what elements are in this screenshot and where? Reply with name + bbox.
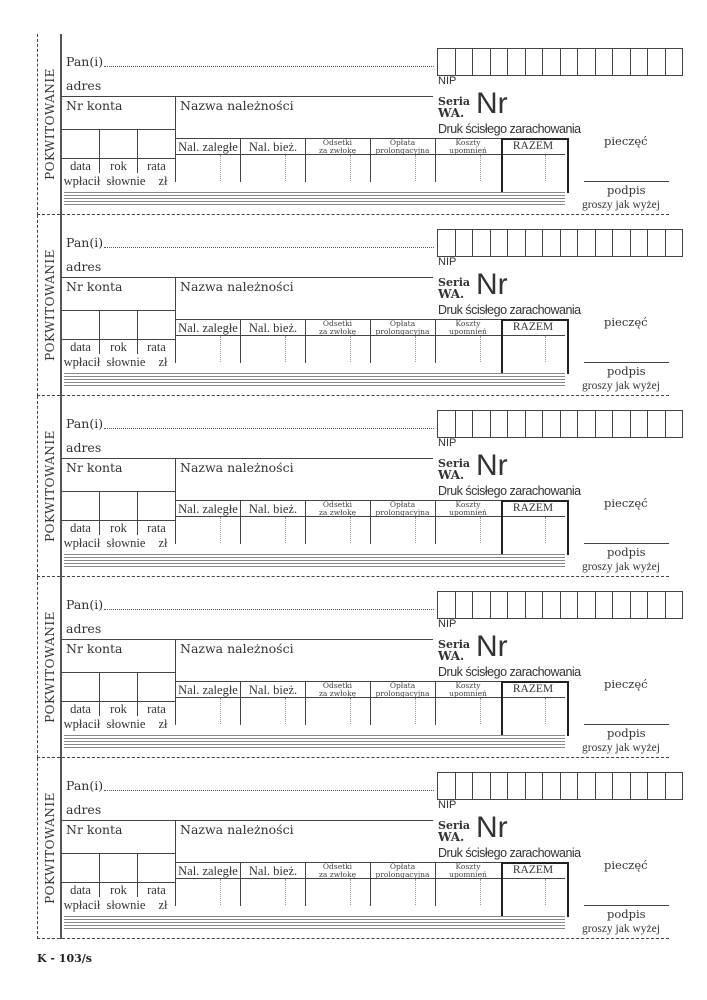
groszy-label: groszy jak wyżej [582,561,660,573]
signature-line[interactable] [584,543,669,544]
pan-label: Pan(i) [66,597,104,612]
rok-label: rok [110,159,127,173]
divider [61,310,175,311]
data-label: data [70,340,91,354]
cut-line-vertical [37,34,38,215]
podpis-label: podpis [607,183,646,197]
pan-label: Pan(i) [66,54,104,69]
wa-label: WA. [438,468,465,482]
divider [175,277,176,363]
divider [61,129,175,130]
col-koszty: Koszty [455,500,481,509]
col-nal-biez: Nal. bież. [248,683,298,697]
divider [61,672,175,673]
nip-boxes[interactable] [437,591,683,619]
slownie-label: słownie [106,355,146,369]
wplacil-label: wpłacił [63,717,101,731]
pan-label: Pan(i) [66,235,104,250]
slownie-label: słownie [106,898,146,912]
pan-field[interactable] [104,609,434,610]
rata-label: rata [147,883,166,897]
nazwa-label: Nazwa należności [180,460,294,475]
divider [61,96,433,97]
druk-label: Druk ścisłego zarachowania [438,846,581,860]
rata-label: rata [147,702,166,716]
col-oplata: Opłata [389,862,416,871]
nr-konta-label: Nr konta [66,641,123,656]
col-nal-zalegle: Nal. zaległe [178,683,238,697]
col-razem: RAZEM [512,321,554,333]
col-odsetki: Odsetki [322,319,353,328]
divider [61,820,433,821]
zl-label: zł [158,174,168,188]
podpis-label: podpis [607,364,646,378]
nazwa-label: Nazwa należności [180,641,294,656]
seria-label: Seria [438,819,471,832]
seria-label: Seria [438,638,471,651]
divider [61,491,175,492]
col-nal-zalegle: Nal. zaległe [178,140,238,154]
receipt-slip: POKWITOWANIE Pan(i) adres NIP Nr konta Nazwa należności Nal. zaległe Nal. bież. Odsetki za zwłokę Opłata prolongacyjna Koszty upomnień RAZEM Seria WA. Nr Druk ścisłego zarachowania data rok rata wpłacił słownie zł pieczęć podpis groszy jak wyżej [0,34,707,215]
nazwa-label: Nazwa należności [180,98,294,113]
groszy-label: groszy jak wyżej [582,742,660,754]
divider [175,96,176,182]
podpis-label: podpis [607,545,646,559]
col-nal-zalegle: Nal. zaległe [178,321,238,335]
nr-label: Nr [476,87,508,120]
nazwa-label: Nazwa należności [180,279,294,294]
col-koszty: Koszty [455,138,481,147]
nip-label: NIP [438,256,457,268]
zl-label: zł [158,536,168,550]
col-nal-biez: Nal. bież. [248,140,298,154]
nr-konta-label: Nr konta [66,460,123,475]
col-oplata: Opłata [389,500,416,509]
nr-label: Nr [476,449,508,482]
seria-label: Seria [438,95,471,108]
col-razem: RAZEM [512,683,554,695]
adres-label: adres [66,802,102,817]
col-nal-biez: Nal. bież. [248,502,298,516]
rata-label: rata [147,159,166,173]
rok-label: rok [110,340,127,354]
col-razem: RAZEM [512,502,554,514]
podpis-label: podpis [607,726,646,740]
rata-label: rata [147,521,166,535]
col-odsetki: Odsetki [322,862,353,871]
divider [175,820,176,906]
side-label: POKWITOWANIE [43,792,57,904]
rok-label: rok [110,521,127,535]
col-razem: RAZEM [512,864,554,876]
col-oplata: Opłata [389,319,416,328]
data-label: data [70,883,91,897]
slownie-label: słownie [106,174,146,188]
col-koszty: Koszty [455,862,481,871]
adres-label: adres [66,440,102,455]
receipt-slip: POKWITOWANIE Pan(i) adres NIP Nr konta Nazwa należności Nal. zaległe Nal. bież. Odsetki za zwłokę Opłata prolongacyjna Koszty upomnień RAZEM Seria WA. Nr Druk ścisłego zarachowania data rok rata wpłacił słownie zł pieczęć podpis groszy jak wyżej [0,577,707,758]
zl-label: zł [158,717,168,731]
nr-konta-label: Nr konta [66,279,123,294]
pieczec-label: pieczęć [604,858,648,872]
druk-label: Druk ścisłego zarachowania [438,484,581,498]
nr-label: Nr [476,268,508,301]
col-koszty: Koszty [455,319,481,328]
pieczec-label: pieczęć [604,315,648,329]
druk-label: Druk ścisłego zarachowania [438,122,581,136]
adres-label: adres [66,621,102,636]
slownie-label: słownie [106,536,146,550]
pan-field[interactable] [104,428,434,429]
side-label: POKWITOWANIE [43,611,57,723]
groszy-label: groszy jak wyżej [582,923,660,935]
receipt-slip: POKWITOWANIE Pan(i) adres NIP Nr konta Nazwa należności Nal. zaległe Nal. bież. Odsetki za zwłokę Opłata prolongacyjna Koszty upomnień RAZEM Seria WA. Nr Druk ścisłego zarachowania data rok rata wpłacił słownie zł pieczęć podpis groszy jak wyżej [0,396,707,577]
wplacil-label: wpłacił [63,174,101,188]
col-koszty: Koszty [455,681,481,690]
data-label: data [70,159,91,173]
wplacil-label: wpłacił [63,898,101,912]
nr-label: Nr [476,630,508,663]
cut-line-vertical [37,215,38,396]
druk-label: Druk ścisłego zarachowania [438,303,581,317]
divider [61,458,433,459]
nip-label: NIP [438,618,457,630]
rok-label: rok [110,702,127,716]
rok-label: rok [110,883,127,897]
wplacil-label: wpłacił [63,536,101,550]
nr-konta-label: Nr konta [66,98,123,113]
nip-boxes[interactable] [437,772,683,800]
col-odsetki: Odsetki [322,138,353,147]
signature-line[interactable] [584,905,669,906]
col-nal-zalegle: Nal. zaległe [178,864,238,878]
cut-line-vertical [37,396,38,577]
form-code: K - 103/s [37,952,92,965]
groszy-label: groszy jak wyżej [582,199,660,211]
data-label: data [70,702,91,716]
col-razem: RAZEM [512,140,554,152]
side-label: POKWITOWANIE [43,249,57,361]
col-oplata: Opłata [389,138,416,147]
nr-konta-label: Nr konta [66,822,123,837]
podpis-label: podpis [607,907,646,921]
signature-line[interactable] [584,724,669,725]
rata-label: rata [147,340,166,354]
seria-label: Seria [438,457,471,470]
zl-label: zł [158,898,168,912]
pieczec-label: pieczęć [604,496,648,510]
pieczec-label: pieczęć [604,134,648,148]
zl-label: zł [158,355,168,369]
pan-label: Pan(i) [66,778,104,793]
nazwa-label: Nazwa należności [180,822,294,837]
nip-boxes[interactable] [437,48,683,76]
druk-label: Druk ścisłego zarachowania [438,665,581,679]
signature-line[interactable] [584,362,669,363]
col-nal-biez: Nal. bież. [248,321,298,335]
pieczec-label: pieczęć [604,677,648,691]
wa-label: WA. [438,649,465,663]
signature-line[interactable] [584,181,669,182]
receipt-slip: POKWITOWANIE Pan(i) adres NIP Nr konta Nazwa należności Nal. zaległe Nal. bież. Odsetki za zwłokę Opłata prolongacyjna Koszty upomnień RAZEM Seria WA. Nr Druk ścisłego zarachowania data rok rata wpłacił słownie zł pieczęć podpis groszy jak wyżej [0,215,707,396]
pan-field[interactable] [104,247,434,248]
nip-label: NIP [438,799,457,811]
groszy-label: groszy jak wyżej [582,380,660,392]
nip-boxes[interactable] [437,229,683,257]
wa-label: WA. [438,106,465,120]
side-label: POKWITOWANIE [43,68,57,180]
col-odsetki: Odsetki [322,681,353,690]
pan-field[interactable] [104,66,434,67]
pan-label: Pan(i) [66,416,104,431]
divider [175,639,176,725]
pan-field[interactable] [104,790,434,791]
receipt-slip: POKWITOWANIE Pan(i) adres NIP Nr konta Nazwa należności Nal. zaległe Nal. bież. Odsetki za zwłokę Opłata prolongacyjna Koszty upomnień RAZEM Seria WA. Nr Druk ścisłego zarachowania data rok rata wpłacił słownie zł pieczęć podpis groszy jak wyżej [0,758,707,939]
nip-label: NIP [438,437,457,449]
cut-line-vertical [37,758,38,939]
cut-line-horizontal [37,938,669,939]
nr-label: Nr [476,811,508,844]
seria-label: Seria [438,276,471,289]
divider [175,458,176,544]
adres-label: adres [66,259,102,274]
adres-label: adres [66,78,102,93]
cut-line-vertical [37,577,38,758]
col-nal-biez: Nal. bież. [248,864,298,878]
slownie-label: słownie [106,717,146,731]
col-odsetki: Odsetki [322,500,353,509]
divider [61,853,175,854]
side-label: POKWITOWANIE [43,430,57,542]
nip-label: NIP [438,75,457,87]
col-oplata: Opłata [389,681,416,690]
col-nal-zalegle: Nal. zaległe [178,502,238,516]
nip-boxes[interactable] [437,410,683,438]
data-label: data [70,521,91,535]
divider [61,639,433,640]
wplacil-label: wpłacił [63,355,101,369]
divider [61,277,433,278]
wa-label: WA. [438,830,465,844]
wa-label: WA. [438,287,465,301]
